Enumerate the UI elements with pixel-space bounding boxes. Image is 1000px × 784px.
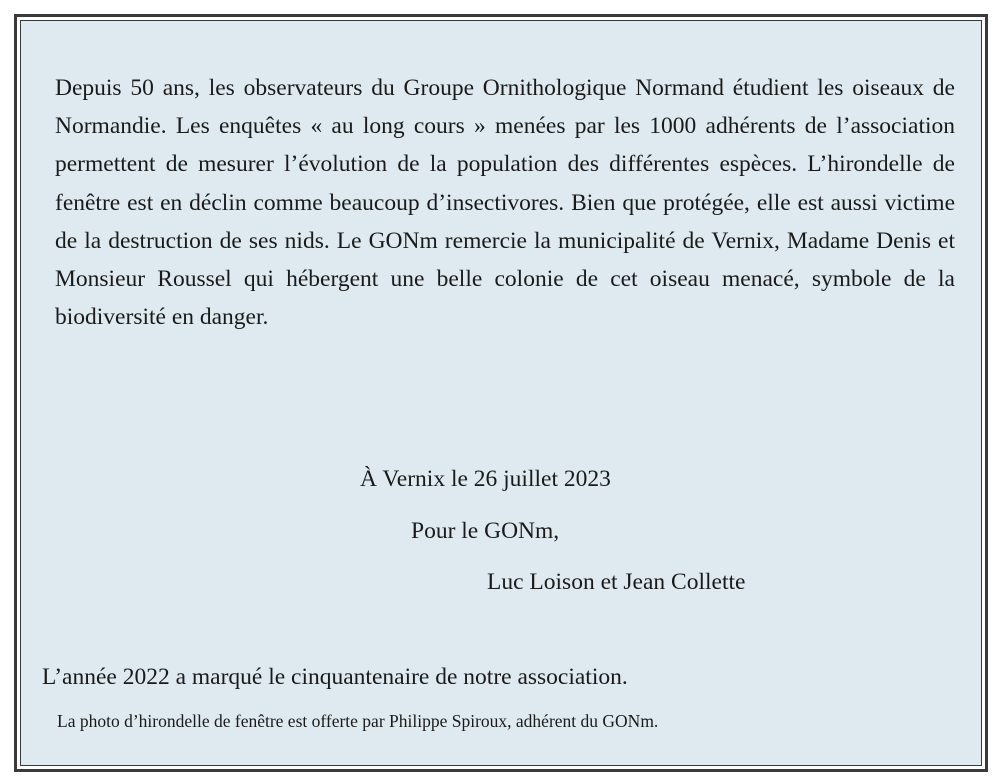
document-frame	[14, 14, 988, 772]
document-panel	[20, 20, 982, 766]
anniversary-line: L’année 2022 a marqué le cinquantenaire de notre association.	[42, 664, 628, 690]
signature-line: Luc Loison et Jean Collette	[487, 569, 746, 595]
pour-line: Pour le GONm,	[411, 518, 560, 544]
date-line: À Vernix le 26 juillet 2023	[360, 466, 611, 492]
photo-credit-line: La photo d’hirondelle de fenêtre est offerte par Philippe Spiroux, adhérent du GONm.	[57, 711, 659, 731]
main-paragraph: Depuis 50 ans, les observateurs du Groupe Ornithologique Normand étudient les oiseaux de Normandie. Les enquêtes « au long cours » menées par les 1000 adhérents de l’association permettent de mesurer l’évolution de la population des différentes espèces. L’hirondelle de fenêtre est en déclin comme beaucoup d’insectivores. Bien que protégée, elle est aussi victime de la destruction de ses nids. Le GONm remercie la municipalité de Vernix, Madame Denis et Monsieur Roussel qui hébergent une belle colonie de cet oiseau menacé, symbole de la biodiversité en danger.	[55, 75, 955, 331]
